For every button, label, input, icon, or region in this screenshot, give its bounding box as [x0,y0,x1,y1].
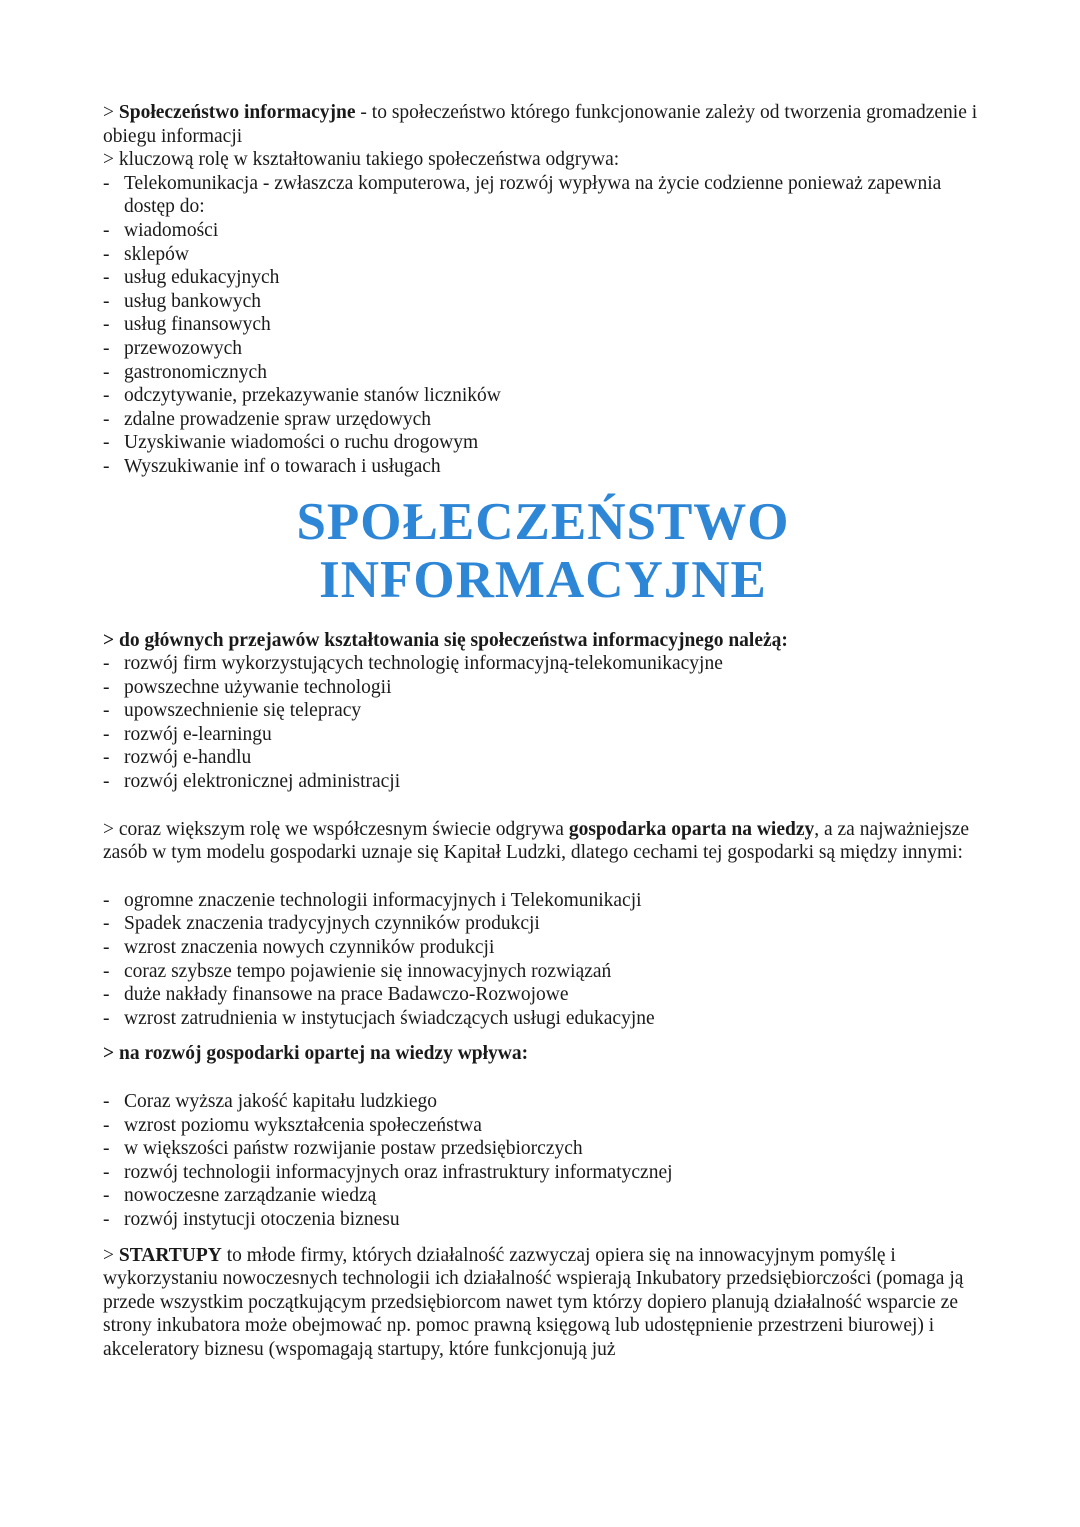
list-item: - Uzyskiwanie wiadomości o ruchu drogowym [103,431,983,455]
list-item: - rozwój e-handlu [103,746,983,770]
list-item: - usług bankowych [103,290,983,314]
spacer [103,865,983,889]
manifestations-heading-text: do głównych przejawów kształtowania się społeczeństwa informacyjnego należą: [119,629,788,651]
development-heading-text: na rozwój gospodarki opartej na wiedzy wpływa: [119,1043,529,1065]
list-item: - Coraz wyższa jakość kapitału ludzkiego [103,1090,983,1114]
marker: > [103,1244,114,1266]
list-item: - duże nakłady finansowe na prace Badawczo-Rozwojowe [103,983,983,1007]
list-item: - rozwój instytucji otoczenia biznesu [103,1208,983,1232]
list-item: - wzrost poziomu wykształcenia społeczeństwa [103,1114,983,1138]
intro-key-role-text: kluczową rolę w kształtowaniu takiego społeczeństwa odgrywa: [118,149,620,171]
list-item: - usług edukacyjnych [103,266,983,290]
list-item: - rozwój e-learningu [103,723,983,747]
marker: > [103,102,114,123]
manifestations-list [103,652,983,794]
startups-text: to młode firmy, których działalność zazwyczaj opiera się na innowacyjnym pomyślę i wykorzystaniu nowoczesnych technologii ich działalność wspierają Inkubatory przedsiębiorczości (pomaga ją przede wszystkim początkującym przedsiębiorcom nawet tym którzy dopiero planują działalność wsparcie ze strony inkubatora może obejmować np. pomoc prawną księgową lub udostępnienie przestrzeni biurowej) i akceleratory biznesu (wspomagają startupy, które funkcjonują już [103,1244,964,1360]
list-item: - rozwój elektronicznej administracji [103,770,983,794]
page-title-line-2: INFORMACYJNE [319,550,767,609]
intro-key-role [103,148,983,172]
list-item: - wzrost zatrudnienia w instytucjach świadczących usługi edukacyjne [103,1007,983,1031]
manifestations-heading [103,629,983,653]
marker: > [103,818,114,840]
list-item: - sklepów [103,243,983,267]
knowledge-economy-list [103,889,983,1031]
development-list [103,1090,983,1232]
spacer [103,1066,983,1090]
development-heading [103,1042,983,1066]
marker: > [103,149,114,171]
startups-paragraph [103,1244,983,1362]
list-item: - powszechne używanie technologii [103,676,983,700]
list-item: - przewozowych [103,337,983,361]
list-item: - odczytywanie, przekazywanie stanów liczników [103,384,983,408]
list-item: - Spadek znaczenia tradycyjnych czynników produkcji [103,912,983,936]
list-item: - Wyszukiwanie inf o towarach i usługach [103,455,983,479]
startups-term: STARTUPY [118,1244,222,1266]
document-page [103,101,983,1362]
intro-list [103,172,983,479]
intro-term: Społeczeństwo informacyjne [118,102,356,123]
marker: > [103,1043,115,1065]
list-item: - nowoczesne zarządzanie wiedzą [103,1184,983,1208]
list-item: - wiadomości [103,219,983,243]
page-title-line-1: SPOŁECZEŃSTWO [296,492,790,551]
knowledge-economy-text-after: , a za najważniejsze zasób w tym modelu gospodarki uznaje się Kapitał Ludzki, dlatego cechami tej gospodarki są między innymi: [103,818,970,864]
list-item: - w większości państw rozwijanie postaw przedsiębiorczych [103,1137,983,1161]
knowledge-economy-bold: gospodarka oparta na wiedzy [568,818,815,840]
knowledge-economy-text-before: coraz większym rolę we współczesnym świecie odgrywa [118,818,569,840]
knowledge-economy-paragraph [103,818,983,865]
intro-definition [103,101,983,148]
list-item: - ogromne znaczenie technologii informacyjnych i Telekomunikacji [103,889,983,913]
intro-definition-text: - to społeczeństwo którego funkcjonowanie zależy od tworzenia gromadzenie i obiegu informacji [103,102,978,147]
list-item: - usług finansowych [103,313,983,337]
list-item: - Telekomunikacja - zwłaszcza komputerowa, jej rozwój wypływa na życie codzienne ponieważ zapewnia dostęp do: [103,172,983,219]
list-item: - wzrost znaczenia nowych czynników produkcji [103,936,983,960]
list-item: - gastronomicznych [103,361,983,385]
list-item: - zdalne prowadzenie spraw urzędowych [103,408,983,432]
list-item: - coraz szybsze tempo pojawienie się innowacyjnych rozwiązań [103,960,983,984]
list-item: - upowszechnienie się telepracy [103,699,983,723]
page-title [103,493,983,609]
list-item: - rozwój technologii informacyjnych oraz infrastruktury informatycznej [103,1161,983,1185]
marker: > [103,629,115,651]
spacer [103,794,983,818]
list-item: - rozwój firm wykorzystujących technologię informacyjną-telekomunikacyjne [103,652,983,676]
